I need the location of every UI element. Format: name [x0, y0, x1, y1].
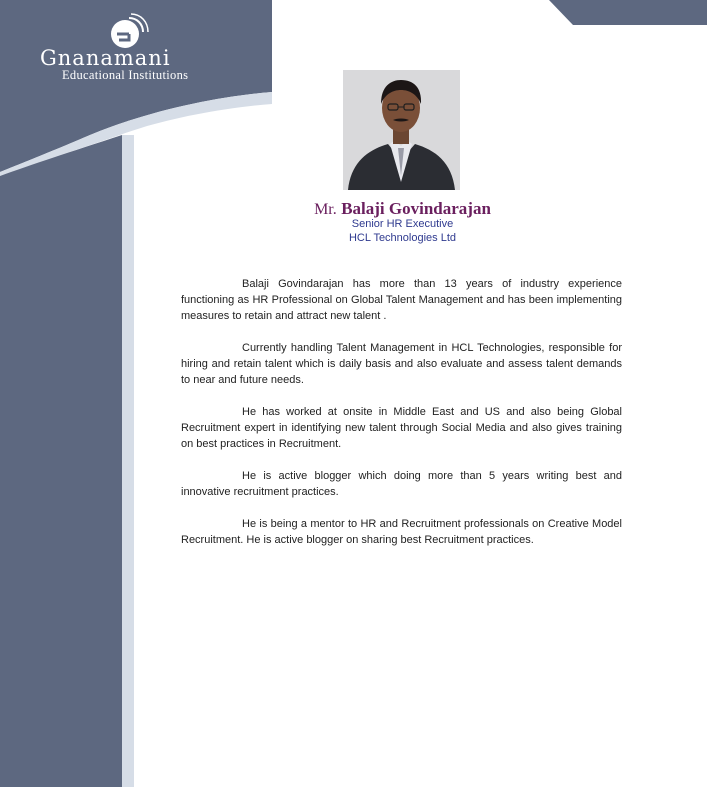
profile-photo: [343, 70, 460, 190]
bio-section: [181, 276, 622, 564]
brand-logo: [40, 12, 240, 82]
person-name: Balaji Govindarajan: [341, 199, 491, 218]
bio-paragraph: Currently handling Talent Management in HCL Technologies, responsible for hiring and retain talent which is daily basis and also evaluate and assess talent demands to near and future needs.: [181, 342, 622, 386]
person-title: Mr.: [314, 201, 337, 218]
bio-paragraph: Balaji Govindarajan has more than 13 years of industry experience functioning as HR Professional on Global Talent Management and has been implementing measures to retain and attract new talent .: [181, 278, 622, 322]
person-company: HCL Technologies Ltd: [348, 232, 456, 244]
bio-paragraph: He is active blogger which doing more than 5 years writing best and innovative recruitment practices.: [181, 470, 622, 498]
corner-tab: [549, 0, 707, 25]
bio-paragraph: He is being a mentor to HR and Recruitment professionals on Creative Model Recruitment. He is active blogger on sharing best Recruitment practices.: [181, 518, 622, 546]
bio-paragraph: He has worked at onsite in Middle East and US and also being Global Recruitment expert in identifying new talent through Social Media and also gives training on best practices in Recruitment.: [181, 406, 622, 450]
brand-subtitle: Educational Institutions: [62, 68, 189, 82]
person-designation: Senior HR Executive: [351, 218, 454, 230]
left-sidebar-panel: [0, 135, 122, 787]
person-portrait-icon: [343, 70, 460, 190]
brand-name: Gnanamani: [40, 46, 171, 70]
sidebar-separator: [122, 135, 134, 787]
person-name-line: [235, 199, 570, 219]
